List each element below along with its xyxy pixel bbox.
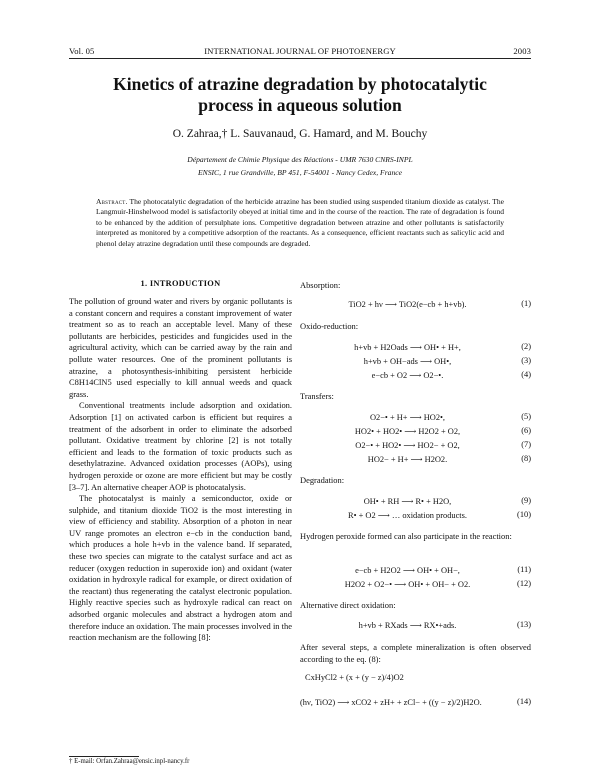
equation-8: HO2− + H+ ⟶ H2O2. [367,455,448,464]
label-degradation: Degradation: [300,475,345,485]
header-journal: INTERNATIONAL JOURNAL OF PHOTOENERGY [204,46,396,56]
abstract [96,197,504,249]
equation-9: OH• + RH ⟶ R• + H2O, [363,497,452,506]
abstract-label: Abstract. [96,197,128,206]
affiliation-1: Département de Chimie Physique des Réactions - UMR 7630 CNRS-INPL [187,155,413,164]
equation-9-number: (9) [521,496,531,505]
section-heading: 1. INTRODUCTION [140,279,221,288]
equation-13-number: (13) [517,620,531,629]
equation-11: e−cb + H2O2 ⟶ OH• + OH−, [355,566,460,575]
equation-5-number: (5) [521,412,531,421]
header-rule [69,58,531,59]
equation-1-number: (1) [521,299,531,308]
label-absorption: Absorption: [300,280,341,290]
equation-2: h+vb + H2Oads ⟶ OH• + H+, [354,343,461,352]
equation-7-number: (7) [521,440,531,449]
footnote-rule [69,756,139,757]
intro-paragraph-3: The photocatalyst is mainly a semiconductor, oxide or sulphide, and titanium dioxide TiO2 is the most interesting in view of efficiency and stability. Absorption of a photon in near UV range promotes an electron e−cb in the conduction band, which produces a hole h+vb in the valence band. If separated, these two species can migrate to the catalyst surface and act as reducer (oxygen reduction in superoxide ion) and oxidant (water oxidation in hydroxyle radical for example, or direct oxidation of the reactant) thus regenerating the catalyst electronic population. Highly reactive species such as hydroxyle radical can react on adsorbed organic molecules and abstract a hydrogen atom and therefore induce an oxidation. The main processes involved in the reaction mechanism are the following [8]: [69,493,292,643]
equation-2-number: (2) [521,342,531,351]
equation-1: TiO2 + hν ⟶ TiO2(e−cb + h+vb). [348,300,467,309]
equation-5: O2−• + H+ ⟶ HO2•, [369,413,446,422]
equation-10-number: (10) [517,510,531,519]
equation-3-number: (3) [521,356,531,365]
intro-body [69,296,292,644]
title-line-1: Kinetics of atrazine degradation by photocatalytic [113,74,487,94]
affiliation-2: ENSIC, 1 rue Grandville, BP 451, F-54001 - Nancy Cedex, France [197,168,402,177]
equation-8-number: (8) [521,454,531,463]
equation-7: O2−• + HO2• ⟶ HO2− + O2, [355,441,460,450]
equation-14a: CxHyCl2 + (x + (y − z)/4)O2 [305,673,404,682]
equation-13: h+vb + RXads ⟶ RX•+ads. [358,621,457,630]
intro-paragraph-1: The pollution of ground water and rivers by organic pollutants is a constant concern and requires a constant improvement of water treatment so as to reach an acceptable level. Many of these pollutants are herbicides, pesticides and fungicides used in the agricultural activity, which can be carried away by the rain and pollute water resources. One of the prominent pollutants is atrazine, a photosynthesis-inhibiting persistent herbicide C8H14ClN5 used especially to kill annual weeds and quack grass. [69,296,292,399]
equation-14b: (hν, TiO2) ⟶ xCO2 + zH+ + zCl− + ((y − z)/2)H2O. [300,698,482,707]
equation-11-number: (11) [517,565,531,574]
header-year: 2003 [513,46,531,56]
label-transfers: Transfers: [300,391,334,401]
footnote: † E-mail: Orfan.Zahraa@ensic.inpl-nancy.fr [69,758,190,765]
title-line-2: process in aqueous solution [198,95,402,115]
authors: O. Zahraa,† L. Sauvanaud, G. Hamard, and M. Bouchy [172,128,428,140]
equation-12-number: (12) [517,579,531,588]
equation-4-number: (4) [521,370,531,379]
equation-6: HO2• + HO2• ⟶ H2O2 + O2, [354,427,461,436]
equation-4: e−cb + O2 ⟶ O2−•. [371,371,444,380]
equation-14-number: (14) [517,697,531,706]
label-oxido-reduction: Oxido-reduction: [300,321,359,331]
text-mineralization: After several steps, a complete mineralization is often observed according to the eq. (8): [300,642,531,664]
paper-title [60,74,540,116]
abstract-text: The photocatalytic degradation of the herbicide atrazine has been studied using suspended titanium dioxide as catalyst. The Langmuir-Hinshelwood model is satisfactorily obeyed at initial time and in the course of the reaction. The rate of degradation is found to be enhanced by the addition of persulphate ions. Competitive degradation between atrazine and other pollutants is satisfactorily interpreted as monitored by a competitive adsorption of the reactants. As a consequence, efficient reactants such as salicylic acid and phenol delay atrazine degradation until these compounds are degraded. [96,197,504,248]
header-volume: Vol. 05 [69,46,95,56]
intro-paragraph-2: Conventional treatments include adsorption and oxidation. Adsorption [1] on activated carbon is efficient but requires a treatment of the adsorbent in order to eliminate the adsorbed pollutant. Oxidative treatment by chlorine [2] is not totally efficient and leads to the formation of toxic products such as desethylatrazine. Advanced oxidation processes (AOPs), using hydrogen peroxide or ozone are more efficient but may be costly [3–7]. An alternative cheaper AOP is photocatalysis. [69,400,292,492]
equation-3: h+vb + OH−ads ⟶ OH•, [363,357,452,366]
text-h2o2-intro: Hydrogen peroxide formed can also participate in the reaction: [300,531,512,541]
equation-10: R• + O2 ⟶ … oxidation products. [348,511,467,520]
equation-6-number: (6) [521,426,531,435]
label-alt-direct: Alternative direct oxidation: [300,600,396,610]
equation-12: H2O2 + O2−• ⟶ OH• + OH− + O2. [344,580,471,589]
